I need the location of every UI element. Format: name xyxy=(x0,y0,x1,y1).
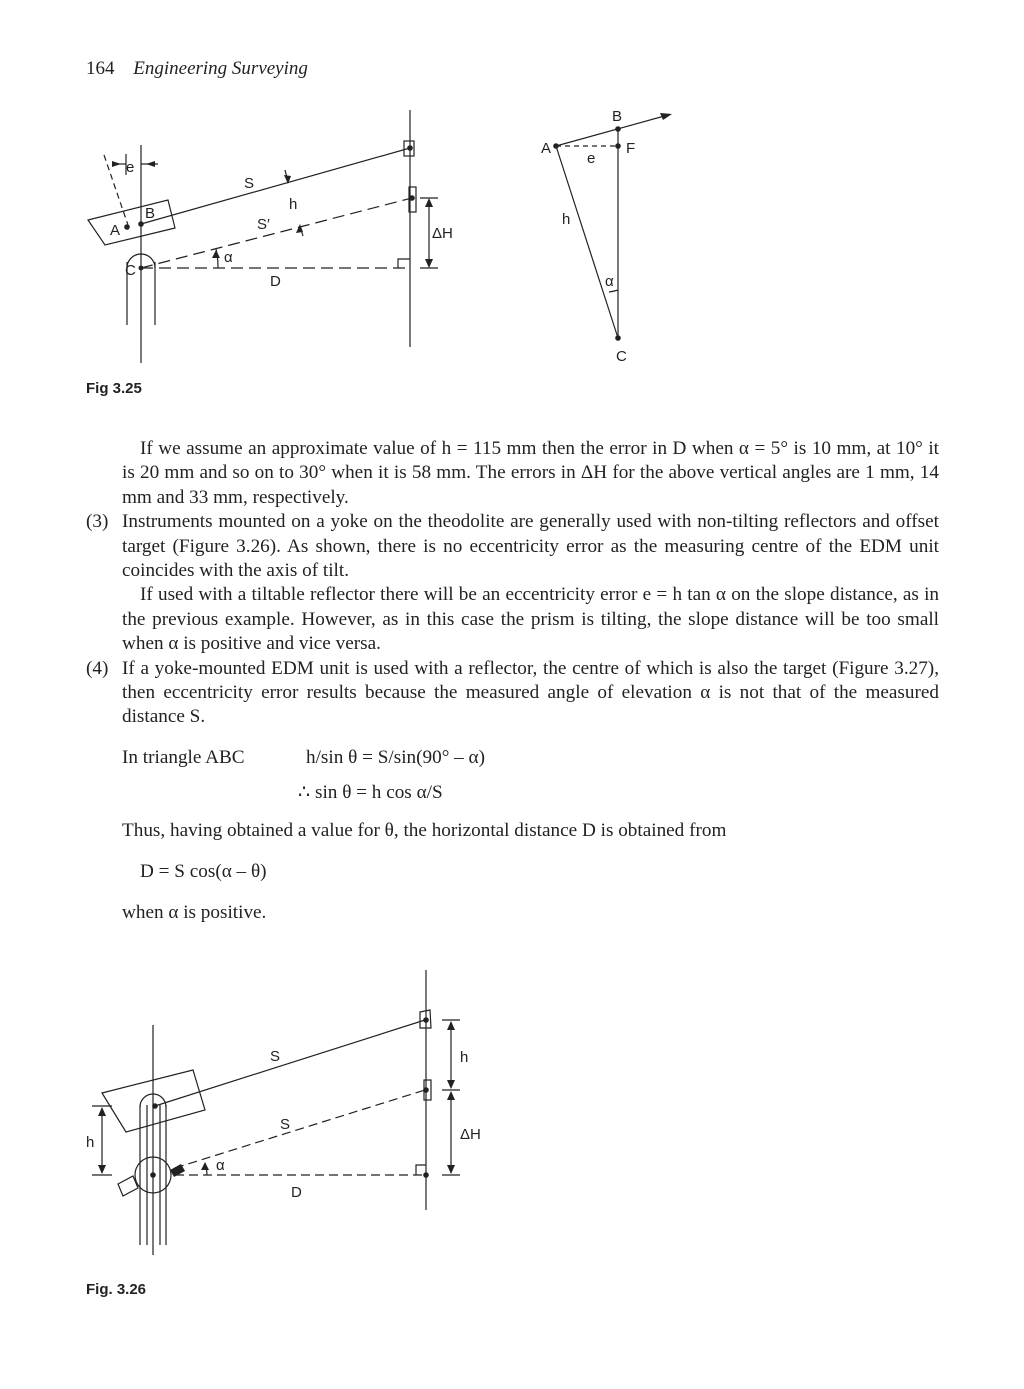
point-A xyxy=(124,224,130,230)
e-arrowhead-right xyxy=(146,161,155,167)
book-title: Engineering Surveying xyxy=(133,58,308,79)
list-item-4 xyxy=(86,657,939,730)
triangle-label-A: A xyxy=(541,140,552,157)
label-D: D xyxy=(270,273,281,290)
trunnion-dot xyxy=(150,1172,156,1178)
reflector-top-2 xyxy=(420,1010,431,1028)
label-e: e xyxy=(126,159,135,176)
paragraph-thus: Thus, having obtained a value for θ, the horizontal distance D is obtained from xyxy=(122,820,727,841)
triangle-label-C: C xyxy=(616,348,627,365)
label-C: C xyxy=(125,262,136,279)
paragraph-tiltable-reflector: If used with a tiltable reflector there will be an eccentricity error e = h tan α on the slope distance, as in the previous example. However, as in this case the prism is tilting, the slope distance will be too small when α is positive and vice versa. xyxy=(122,584,939,655)
target-mid-dot xyxy=(409,195,415,201)
paragraph-error-values: If we assume an approximate value of h = 115 mm then the error in D when α = 5° is 10 mm, at 10° it is 20 mm and so on to 30° when it is 58 mm. The errors in ΔH for the above vertical angles are 1 mm, 14 mm and 33 mm, respectively. xyxy=(122,438,939,508)
label-D-2: D xyxy=(291,1184,302,1201)
list-item-3 xyxy=(86,510,939,583)
label-A: A xyxy=(110,222,121,239)
label-h-left: h xyxy=(86,1134,95,1151)
triangle-line-AC xyxy=(556,146,618,338)
triangle-label-B: B xyxy=(612,108,623,125)
alpha-arrowhead-2 xyxy=(201,1162,209,1170)
triangle-point-B xyxy=(615,126,621,132)
slope-line-S-mid xyxy=(175,1090,425,1168)
label-alpha-2: α xyxy=(216,1157,225,1174)
telescope-circle xyxy=(135,1157,171,1193)
list-number-4: (4) xyxy=(86,657,109,679)
e-arrowhead-left xyxy=(112,161,121,167)
label-delta-H-2: ΔH xyxy=(460,1126,481,1143)
triangle-point-F xyxy=(615,143,621,149)
edm-centre-dot xyxy=(152,1103,158,1109)
dh-arrow-top-2 xyxy=(447,1091,455,1100)
target-bottom-dot-2 xyxy=(423,1172,429,1178)
dh-arrowhead-top xyxy=(425,198,433,207)
h-arrow-bottom-2 xyxy=(447,1080,455,1089)
list-number-3: (3) xyxy=(86,511,109,533)
eyepiece xyxy=(118,1176,138,1196)
label-alpha: α xyxy=(224,249,233,266)
triangle-alpha-arc xyxy=(609,290,618,292)
triangle-arrowhead xyxy=(660,113,672,120)
h-left-arrow-top xyxy=(98,1107,106,1116)
h-arrowhead-top xyxy=(284,175,291,184)
reflector-mid-2 xyxy=(424,1080,431,1100)
triangle-label-alpha: α xyxy=(605,273,614,290)
label-S-mid: S xyxy=(280,1116,291,1133)
slope-line-S-top xyxy=(155,1020,425,1106)
label-S: S xyxy=(244,175,255,192)
body-text xyxy=(86,437,939,730)
dh-arrow-bottom-2 xyxy=(447,1165,455,1174)
label-S-top: S xyxy=(270,1048,281,1065)
equation-sine-rule: h/sin θ = S/sin(90° – α) xyxy=(306,747,485,768)
label-delta-H: ΔH xyxy=(432,225,453,242)
paragraph-when-positive: when α is positive. xyxy=(122,902,267,923)
figure-3-25-caption: Fig 3.25 xyxy=(86,380,142,397)
dh-arrowhead-bottom xyxy=(425,259,433,268)
h-left-arrow-bottom xyxy=(98,1165,106,1174)
triangle-point-C xyxy=(615,335,621,341)
triangle-label-h: h xyxy=(562,211,571,228)
slope-line-S-prime xyxy=(141,198,412,268)
yoke-top-arc xyxy=(140,1094,166,1107)
point-B xyxy=(138,221,144,227)
edm-box-2 xyxy=(102,1070,205,1132)
alpha-arrowhead xyxy=(212,250,220,258)
target-top-dot xyxy=(407,145,413,151)
slope-line-S xyxy=(141,148,410,224)
label-B: B xyxy=(145,205,156,222)
triangle-point-A xyxy=(553,143,559,149)
list-text-4: If a yoke-mounted EDM unit is used with a reflector, the centre of which is also the target (Figure 3.27), then eccentricity error results because the measured angle of elevation α is not that of the measured distance S. xyxy=(122,657,939,728)
edm-lens xyxy=(170,1164,185,1177)
h-arrow-top-2 xyxy=(447,1021,455,1030)
point-C xyxy=(139,266,144,271)
triangle-label-e: e xyxy=(587,150,596,167)
equation-sin-theta: ∴ sin θ = h cos α/S xyxy=(298,782,443,803)
list-text-3: Instruments mounted on a yoke on the theodolite are generally used with non-tilting reflectors and offset target (Figure 3.26). As shown, there is no eccentricity error as the measuring centre of the EDM unit coincides with the axis of tilt. xyxy=(122,511,939,582)
target-mid-dot-2 xyxy=(423,1087,429,1093)
label-S-prime: S′ xyxy=(257,216,270,233)
page-number: 164 xyxy=(86,58,115,79)
figure-3-25 xyxy=(0,0,1024,400)
right-angle-mark xyxy=(398,259,410,268)
triangle-label-F: F xyxy=(626,140,636,157)
equation-intro: In triangle ABC xyxy=(122,747,245,768)
label-h: h xyxy=(289,196,298,213)
right-angle-mark-2 xyxy=(416,1165,426,1175)
label-h-right: h xyxy=(460,1049,469,1066)
figure-3-26-caption: Fig. 3.26 xyxy=(86,1281,147,1298)
edm-box xyxy=(88,200,175,245)
equation-horizontal-distance: D = S cos(α – θ) xyxy=(140,861,267,882)
target-top-dot-2 xyxy=(423,1017,429,1023)
alpha-arc-2 xyxy=(205,1163,207,1175)
h-arrowhead-bottom xyxy=(296,224,303,233)
